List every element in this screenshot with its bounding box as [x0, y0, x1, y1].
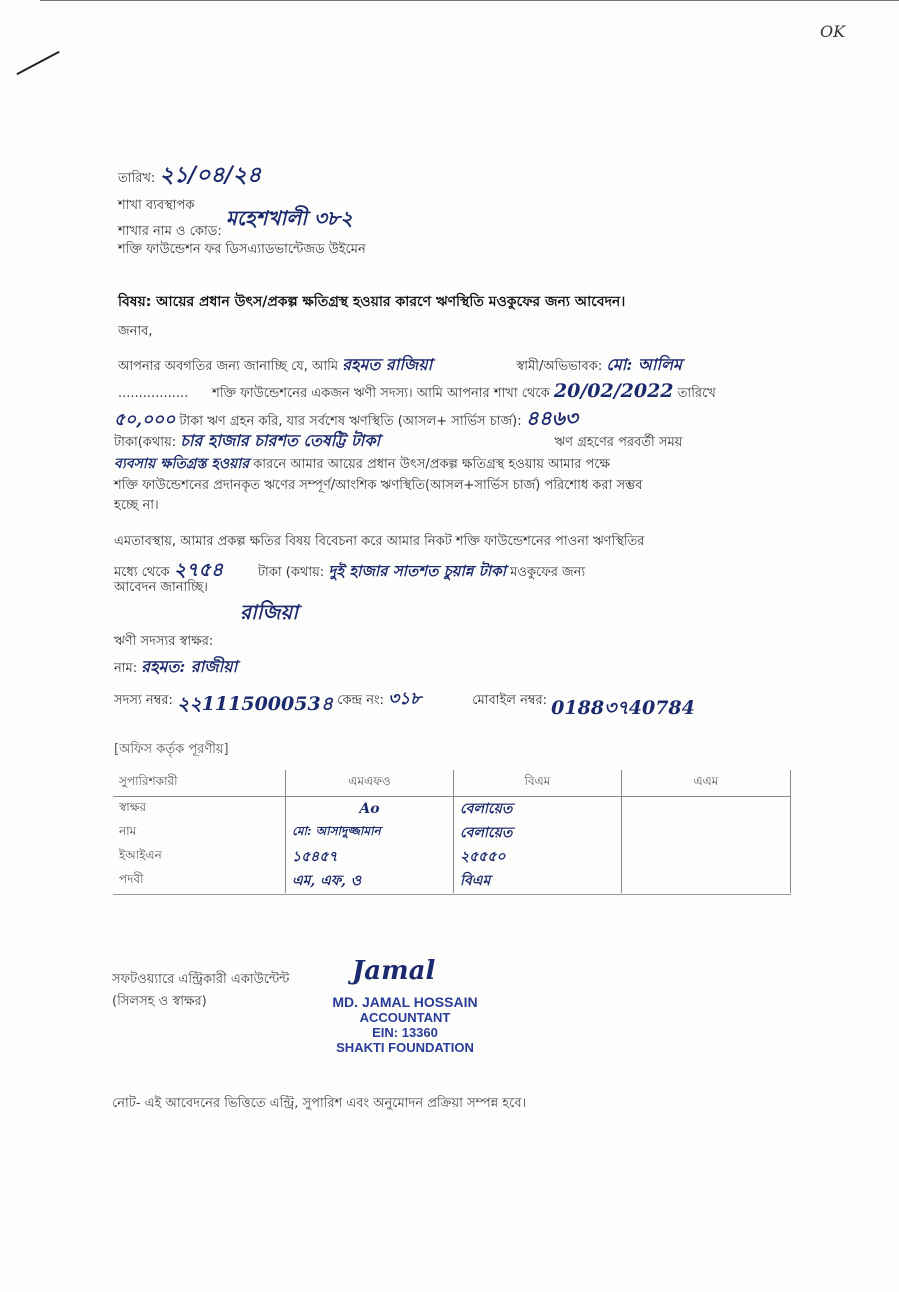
para2-text-c: মওকুফের জন্য: [510, 565, 586, 580]
table-bottom-border: [113, 894, 791, 895]
para1-text-b: স্বামী/অভিভাবক:: [516, 359, 603, 374]
guardian-handwritten: মো: আলিম: [606, 355, 682, 374]
loan-date-handwritten: 20/02/2022: [553, 380, 674, 402]
loan-amount-handwritten: ৫০,০০০: [114, 410, 176, 430]
footer-note: নোট- এই আবেদনের ভিত্তিতে এন্ট্রি, সুপারিশ এবং অনুমোদন প্রক্রিয়া সম্পন্ন হবে।: [112, 1096, 527, 1111]
table-row: [113, 845, 791, 869]
para1-line2: [118, 380, 716, 405]
accountant-label: সফটওয়্যারে এন্ট্রিকারী একাউন্টেন্ট: [112, 972, 290, 987]
table-header-cell: সুপারিশকারী: [113, 770, 286, 797]
para1-text-f: টাকা(কথায়:: [114, 435, 177, 450]
mfo-value: মো: আসাদুজ্জামান: [286, 821, 454, 845]
reason-handwritten: ব্যবসায় ক্ষতিগ্রস্ত হওয়ার: [114, 456, 250, 472]
accountant-signature: Jamal: [352, 956, 436, 986]
mobile-label: মোবাইল নম্বর:: [472, 693, 548, 708]
table-header-cell: বিএম: [454, 770, 622, 797]
accountant-sublabel: (সিলসহ ও স্বাক্ষর): [112, 994, 207, 1009]
row-label: নাম: [113, 821, 286, 845]
mfo-value: এম, এফ, ও: [286, 869, 454, 893]
recommendation-table: [113, 770, 791, 893]
para1-text-e: টাকা ঋণ গ্রহন করি, যার সর্বশেষ ঋণস্থিতি (আসল+ সার্ভিস চার্জ):: [179, 414, 522, 429]
am-value: [622, 845, 791, 869]
mfo-value: ১৫৪৫৭: [286, 845, 454, 869]
salutation: জনাব,: [118, 324, 153, 339]
address-line-3: শক্তি ফাউন্ডেশন ফর ডিসএ্যাডভান্টেজড উইমেন: [118, 242, 366, 257]
branch-label: শাখার নাম ও কোড:: [118, 224, 222, 239]
para1-line6: শক্তি ফাউন্ডেশনের প্রদানকৃত ঋণের সম্পূর্ণ/আংশিক ঋণস্থিতি(আসল+সার্ভিস চার্জ) পরিশোধ করা সম্ভব: [114, 478, 643, 493]
date-value: ২১/০৪/২৪: [159, 162, 262, 188]
table-row: [113, 821, 791, 845]
am-value: [622, 869, 791, 893]
address-line-1: শাখা ব্যবস্থাপক: [118, 198, 195, 213]
table-header-cell: এমএফও: [286, 770, 454, 797]
row-label: স্বাক্ষর: [113, 797, 286, 822]
para1-text-a: আপনার অবগতির জন্য জানাচ্ছি যে, আমি: [118, 359, 339, 374]
para1-line4: [114, 428, 682, 455]
para1-line7: হচ্ছে না।: [114, 498, 159, 513]
waive-words-handwritten: দুই হাজার সাতশত চুয়ান্ন টাকা: [328, 562, 507, 580]
mobile-value: 0188৩৭40784: [551, 697, 695, 719]
para2-text-b: টাকা (কথায়:: [257, 565, 325, 580]
waive-amount-handwritten: ২৭৫৪: [173, 559, 224, 581]
member-number-line: [114, 684, 695, 719]
bm-value: বেলায়েত: [454, 821, 622, 845]
table-row: [113, 797, 791, 822]
bm-value: ২৫৫৫০: [454, 845, 622, 869]
office-note: [অফিস কর্তৃক পূরণীয়]: [114, 742, 229, 757]
member-name-line: [114, 654, 237, 681]
accountant-stamp: [310, 994, 500, 1055]
member-name-label: নাম:: [114, 661, 138, 676]
para1-text-h: কারনে আমার আয়ের প্রধান উৎস/প্রকল্প ক্ষতিগ্রস্থ হওয়ায় আমার পক্ষে: [253, 457, 611, 472]
bm-value: বিএম: [454, 869, 622, 893]
branch-value: মহেশখালী ৩৮২: [225, 206, 353, 230]
center-value: ৩১৮: [388, 689, 422, 709]
para1-line5: [114, 452, 610, 476]
para1-text-g: ঋণ গ্রহণের পরবর্তী সময়: [554, 435, 683, 450]
para2-line1: এমতাবস্থায়, আমার প্রকল্প ক্ষতির বিষয় বিবেচনা করে আমার নিকট শক্তি ফাউন্ডেশনের পাওনা ঋণস্থিতির: [114, 534, 645, 549]
scan-border-top: [40, 0, 899, 1]
member-signature-label: ঋণী সদস্যর স্বাক্ষর:: [114, 634, 214, 649]
member-number-value: ২২111500053৪: [177, 693, 334, 715]
row-label: ইআইএন: [113, 845, 286, 869]
stamp-line: SHAKTI FOUNDATION: [336, 1040, 474, 1055]
mfo-value: Ao: [286, 797, 454, 822]
row-label: পদবী: [113, 869, 286, 893]
member-number-label: সদস্য নম্বর:: [114, 693, 173, 708]
para1-text-d: তারিখে: [677, 386, 716, 401]
center-label: কেন্দ্র নং:: [337, 693, 384, 708]
para1-text-c: শক্তি ফাউন্ডেশনের একজন ঋণী সদস্য। আমি আপনার শাখা থেকে: [212, 386, 550, 401]
para1-line1: [118, 352, 682, 379]
para2-line3: আবেদন জানাচ্ছি।: [114, 580, 208, 595]
corner-note: OK: [820, 22, 846, 41]
para2-text-a: মধ্যে থেকে: [114, 565, 170, 580]
pen-stroke: [16, 51, 59, 75]
stamp-line: ACCOUNTANT: [359, 1010, 451, 1025]
am-value: [622, 821, 791, 845]
blank-dots: .................: [118, 386, 189, 401]
subject: বিষয়: আয়ের প্রধান উৎস/প্রকল্প ক্ষতিগ্রস্থ হওয়ার কারণে ঋণস্থিতি মওকুফের জন্য আবেদন।: [118, 294, 626, 310]
table-header-cell: এএম: [622, 770, 791, 797]
table-header-row: [113, 770, 791, 797]
stamp-line: MD. JAMAL HOSSAIN: [332, 994, 478, 1010]
member-name-value: রহমত: রাজীয়া: [141, 657, 238, 676]
stamp-line: EIN: 13360: [372, 1025, 438, 1040]
balance-handwritten: ৪৪৬৩: [525, 406, 578, 430]
bm-value: বেলায়েত: [454, 797, 622, 822]
balance-words-handwritten: চার হাজার চারশত তেষট্টি টাকা: [180, 431, 381, 450]
member-signature: রাজিয়া: [240, 600, 298, 624]
date-line: [118, 158, 261, 195]
table-row: [113, 869, 791, 893]
am-value: [622, 797, 791, 822]
date-label: তারিখ:: [118, 171, 156, 186]
member-name-handwritten: রহমত রাজিয়া: [342, 355, 433, 374]
